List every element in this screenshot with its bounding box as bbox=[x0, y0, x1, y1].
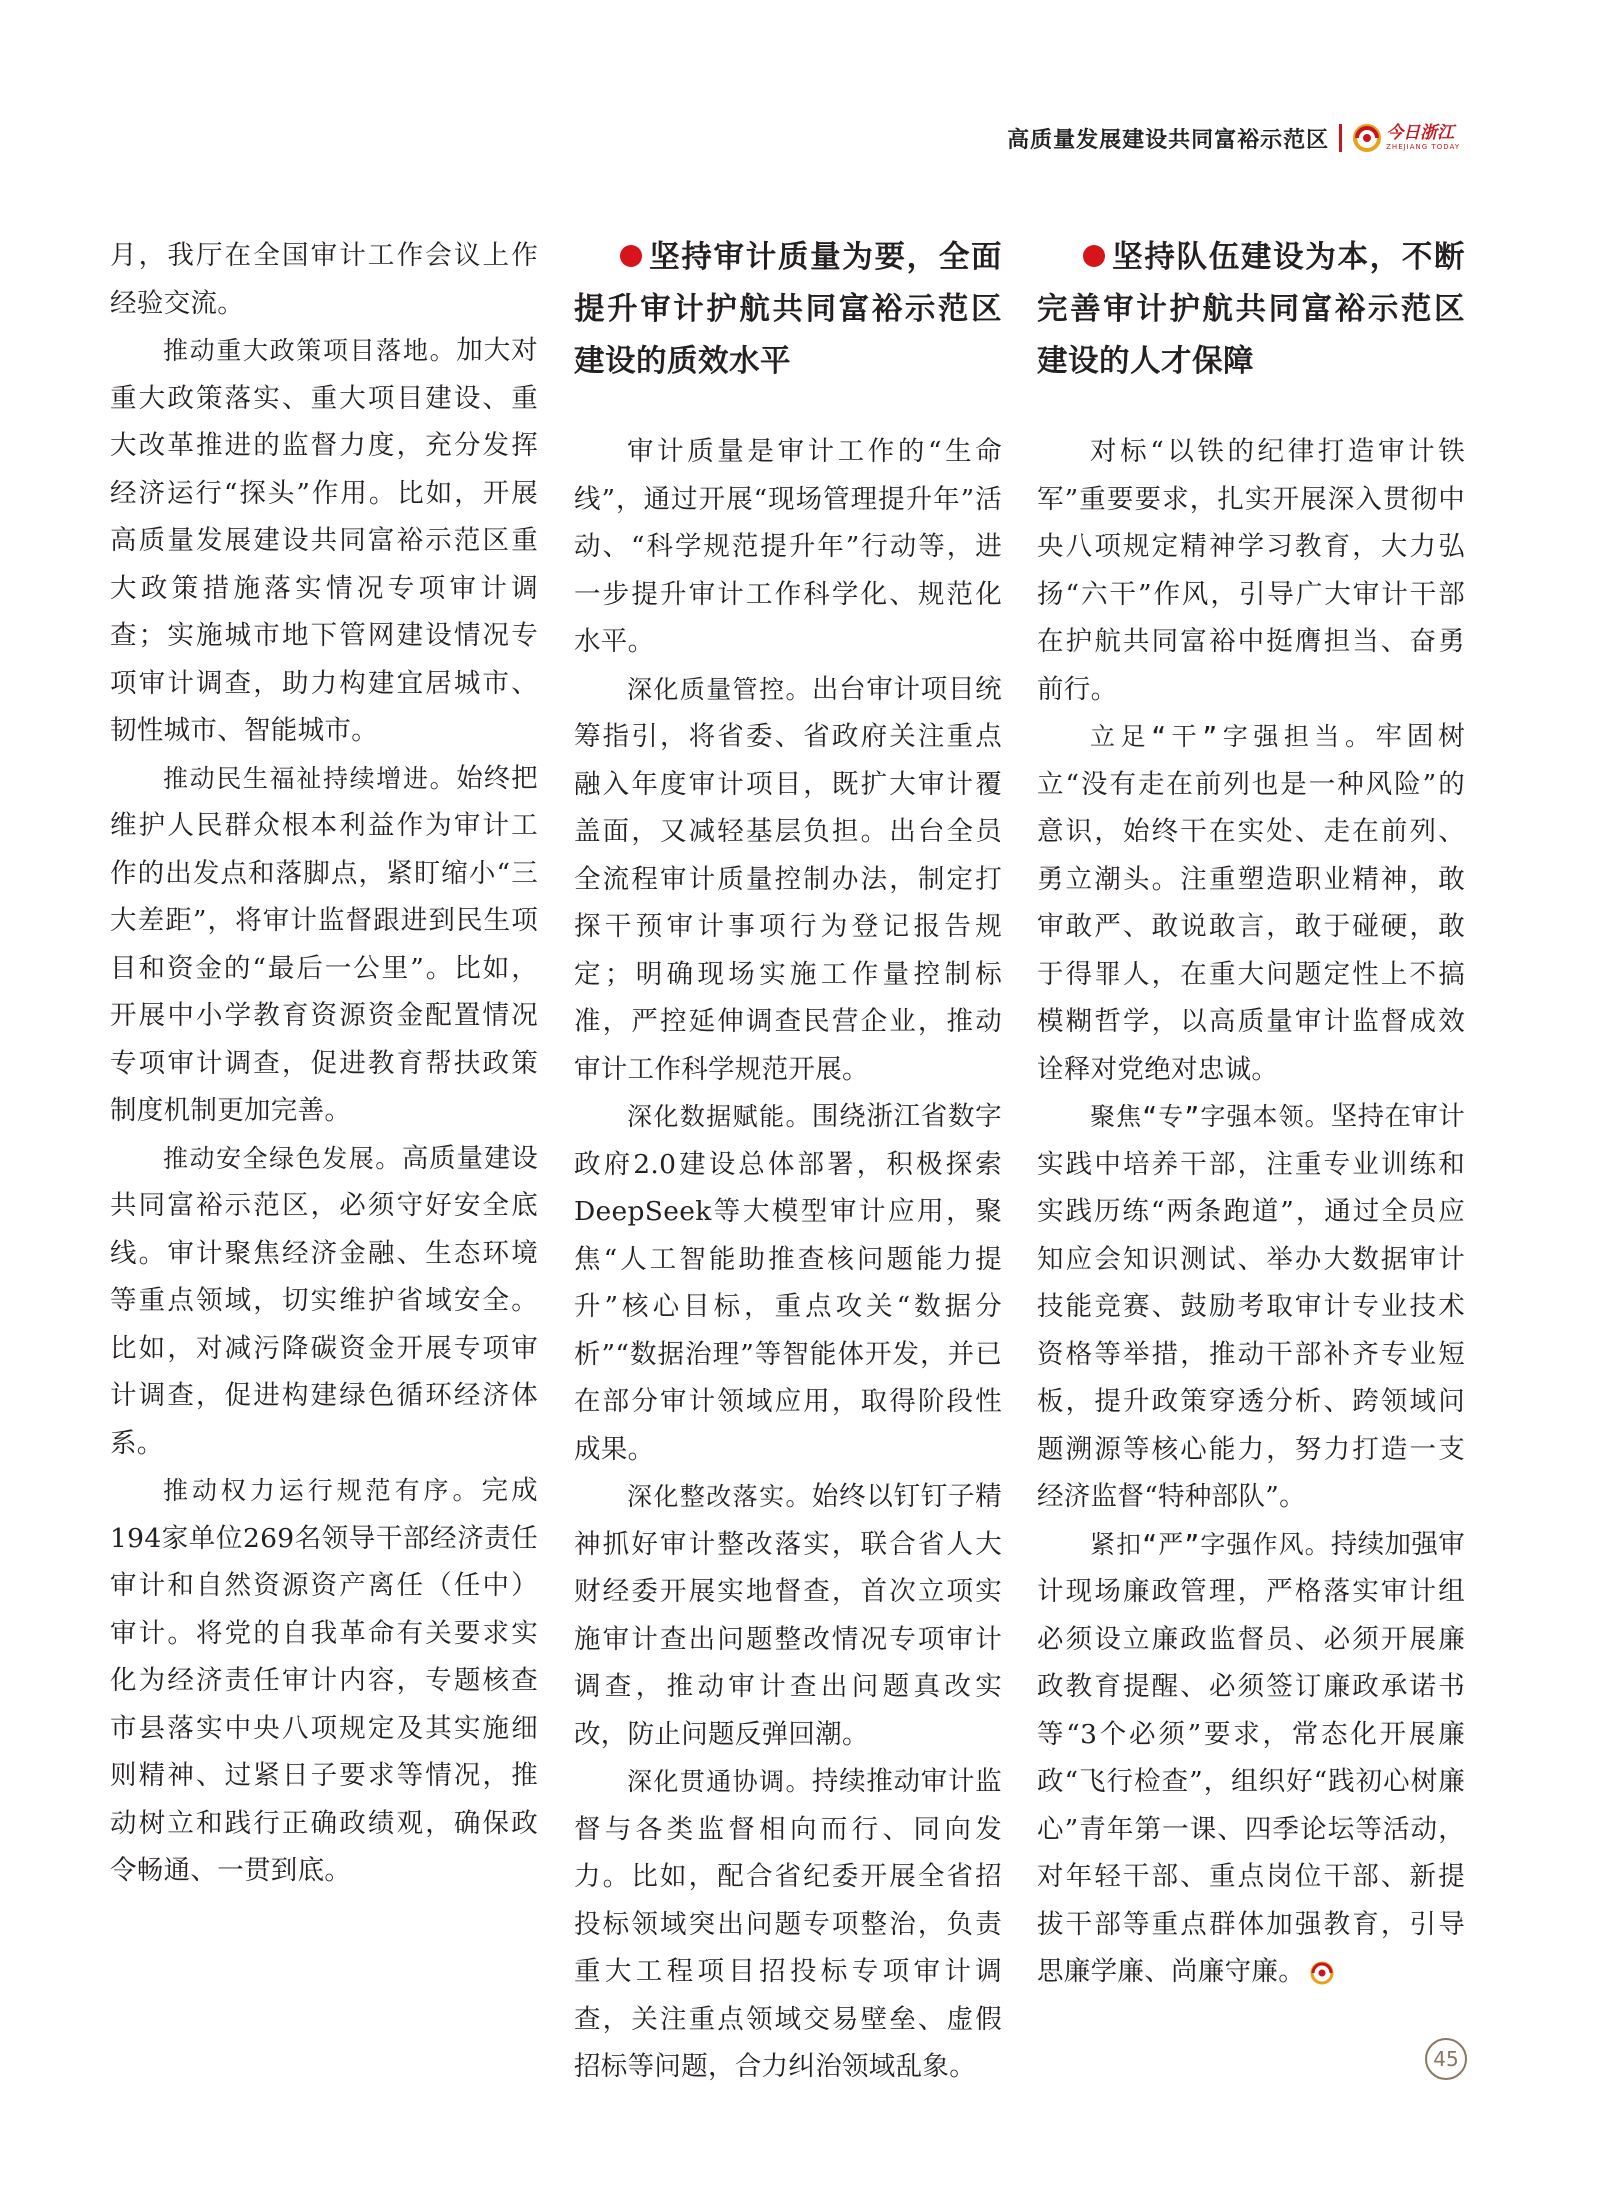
paragraph-body: 围绕浙江省数字政府2.0建设总体部署，积极探索DeepSeek等大模型审计应用，聚焦“人工智能助推查核问题能力提升”核心目标，重点攻关“数据分析”“数据治理”等智能体开发，并已在部分审计领域应用，取得阶段性成果。 bbox=[574, 1101, 1002, 1465]
paragraph-lead: 推动安全绿色发展。 bbox=[163, 1143, 402, 1173]
page-header bbox=[1007, 118, 1460, 158]
paragraph-body: 持续推动审计监督与各类监督相向而行、同向发力。比如，配合省纪委开展全省招投标领域突出问题专项整治，负责重大工程项目招投标专项审计调查，关注重点领域交易壁垒、虚假招标等问题，合力纠治领域乱象。 bbox=[574, 1766, 1002, 2082]
paragraph-body: 始终以钉钉子精神抓好审计整改落实，联合省人大财经委开展实地督查，首次立项实施审计查出问题整改情况专项审计调查，推动审计查出问题真改实改，防止问题反弹回潮。 bbox=[574, 1481, 1002, 1750]
magazine-logo bbox=[1352, 123, 1460, 153]
paragraph-lead: 推动民生福祉持续增进。 bbox=[163, 763, 457, 793]
paragraph-lead: 推动重大政策项目落地。 bbox=[163, 336, 457, 365]
paragraph-body: 始终把维护人民群众根本利益作为审计工作的出发点和落脚点，紧盯缩小“三大差距”，将审计监督跟进到民生项目和资金的“最后一公里”。比如，开展中小学教育资源资金配置情况专项审计调查，促进教育帮扶政策制度机制更加完善。 bbox=[110, 762, 538, 1126]
section-heading bbox=[1037, 232, 1465, 388]
paragraph bbox=[110, 327, 538, 755]
paragraph-body: 加大对重大政策落实、重大项目建设、重大改革推进的监督力度，充分发挥经济运行“探头”作用。比如，开展高质量发展建设共同富裕示范区重大政策措施落实情况专项审计调查；实施城市地下管网建设情况专项审计调查，助力构建宜居城市、韧性城市、智能城市。 bbox=[110, 335, 538, 746]
paragraph-lead: 聚焦“专”字强本领。 bbox=[1090, 1102, 1331, 1131]
paragraph-body: 出台审计项目统筹指引，将省委、省政府关注重点融入年度审计项目，既扩大审计覆盖面，又减轻基层负担。出台全员全流程审计质量控制办法，制定打探干预审计事项行为登记报告规定；明确现场实施工作量控制标准，严控延伸调查民营企业，推动审计工作科学规范开展。 bbox=[574, 673, 1002, 1085]
section-heading bbox=[574, 232, 1002, 388]
paragraph bbox=[574, 666, 1002, 1094]
paragraph-lead: 深化数据赋能。 bbox=[627, 1102, 812, 1131]
paragraph bbox=[110, 755, 538, 1135]
paragraph-body: 完成194家单位269名领导干部经济责任审计和自然资源资产离任（任中）审计。将党的自我革命有关要求实化为经济责任审计内容，专题核查市县落实中央八项规定及其实施细则精神、过紧日子要求等情况，推动树立和践行正确政绩观，确保政令畅通、一贯到底。 bbox=[110, 1475, 538, 1886]
paragraph-body: 坚持在审计实践中培养干部，注重专业训练和实践历练“两条跑道”，通过全员应知应会知识测试、举办大数据审计技能竞赛、鼓励考取审计专业技术资格等举措，推动干部补齐专业短板，提升政策穿透分析、跨领域问题溯源等核心能力，努力打造一支经济监督“特种部队”。 bbox=[1037, 1101, 1466, 1512]
paragraph bbox=[574, 1473, 1002, 1758]
paragraph bbox=[1037, 1093, 1465, 1521]
logo-swirl-icon bbox=[1352, 123, 1382, 153]
article-end-icon bbox=[1309, 1960, 1335, 1986]
column-1 bbox=[110, 232, 538, 1895]
paragraph bbox=[1037, 713, 1465, 1093]
header-divider bbox=[1339, 124, 1342, 152]
paragraph-lead: 紧扣“严”字强作风。 bbox=[1090, 1529, 1331, 1559]
paragraph-lead: 推动权力运行规范有序。 bbox=[163, 1476, 482, 1505]
red-bullet-icon bbox=[1083, 245, 1105, 267]
page-number: 45 bbox=[1425, 2038, 1467, 2080]
paragraph: 审计质量是审计工作的“生命线”，通过开展“现场管理提升年”活动、“科学规范提升年”行动等，进一步提升审计工作科学化、规范化水平。 bbox=[574, 436, 1002, 657]
paragraph bbox=[110, 1135, 538, 1468]
paragraph: 月，我厅在全国审计工作会议上作经验交流。 bbox=[110, 240, 538, 319]
logo-chinese-text: 今日浙江 bbox=[1386, 123, 1455, 143]
paragraph-lead: 深化贯通协调。 bbox=[627, 1767, 812, 1796]
paragraph-body: 持续加强审计现场廉政管理，严格落实审计组必须设立廉政监督员、必须开展廉政教育提醒、必须签订廉政承诺书等“3个必须”要求，常态化开展廉政“飞行检查”，组织好“践初心树廉心”青年第一课、四季论坛等活动，对年轻干部、重点岗位干部、新提拔干部等重点群体加强教育，引导思廉学廉、尚廉守廉。 bbox=[1037, 1528, 1466, 1987]
paragraph-lead: 深化整改落实。 bbox=[627, 1482, 812, 1511]
paragraph bbox=[574, 1093, 1002, 1473]
red-bullet-icon bbox=[620, 245, 642, 267]
paragraph-lead: 立足“干”字强担当。 bbox=[1090, 722, 1376, 751]
paragraph-body: 牢固树立“没有走在前列也是一种风险”的意识，始终干在实处、走在前列、勇立潮头。注重塑造职业精神，敢审敢严、敢说敢言，敢于碰硬，敢于得罪人，在重大问题定性上不搞模糊哲学，以高质量审计监督成效诠释对党绝对忠诚。 bbox=[1037, 721, 1465, 1085]
paragraph-body: 高质量建设共同富裕示范区，必须守好安全底线。审计聚焦经济金融、生态环境等重点领域，切实维护省域安全。比如，对减污降碳资金开展专项审计调查，促进构建绿色循环经济体系。 bbox=[110, 1142, 538, 1459]
logo-english-text: ZHEJIANG TODAY bbox=[1386, 143, 1460, 151]
paragraph bbox=[574, 1758, 1002, 2091]
column-2 bbox=[574, 232, 1002, 2091]
paragraph bbox=[1037, 1521, 1465, 1996]
paragraph-lead: 深化质量管控。 bbox=[627, 674, 812, 704]
section-title: 高质量发展建设共同富裕示范区 bbox=[1007, 127, 1330, 153]
column-3 bbox=[1037, 232, 1465, 1996]
paragraph: 对标“以铁的纪律打造审计铁军”重要要求，扎实开展深入贯彻中央八项规定精神学习教育，大力弘扬“六干”作风，引导广大审计干部在护航共同富裕中挺膺担当、奋勇前行。 bbox=[1037, 436, 1465, 705]
paragraph bbox=[110, 1467, 538, 1895]
section-heading-text: 坚持队伍建设为本，不断完善审计护航共同富裕示范区建设的人才保障 bbox=[1037, 240, 1465, 379]
section-heading-text: 坚持审计质量为要，全面提升审计护航共同富裕示范区建设的质效水平 bbox=[574, 240, 1002, 379]
